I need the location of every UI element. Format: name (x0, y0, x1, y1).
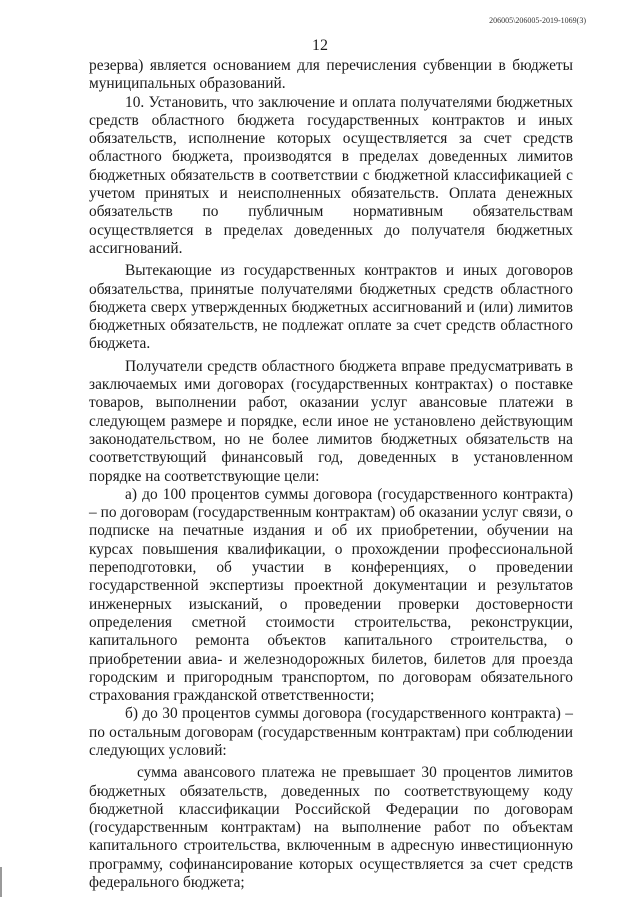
scan-edge-mark (0, 867, 2, 897)
paragraph-subitem-b: б) до 30 процентов суммы договора (государственного контракта) – по остальным договорам (государственным контрактам) при соблюдении следующих условий: (89, 705, 573, 759)
document-code: 206005\206005-2019-1069(3) (489, 16, 586, 25)
paragraph-advance-payments: Получатели средств областного бюджета вправе предусматривать в заключаемых ими договорах (государственных контрактах) о поставке товаров, выполнении работ, оказании услуг авансовые платежи в следующем размере и порядке, если иное не установлено действующим законодательством, но не более лимитов бюджетных обязательств на соответствующий финансовый год, доведенных в установленном порядке на соответствующие цели: (89, 357, 573, 485)
paragraph-advance-condition: сумма авансового платежа не превышает 30 процентов лимитов бюджетных обязательств, доведенных по соответствующему коду бюджетной классификации Российской Федерации по договорам (государственным контрактам) на выполнение работ по объектам капитального строительства, включенным в адресную инвестиционную программу, софинансирование которых осуществляется за счет средств федерального бюджета; (89, 764, 573, 892)
document-body (89, 57, 573, 892)
paragraph-item-10: 10. Установить, что заключение и оплата получателями бюджетных средств областного бюджета государственных контрактов и иных обязательств, исполнение которых осуществляется за счет средств областного бюджета, производятся в пределах доведенных лимитов бюджетных обязательств в соответствии с бюджетной классификацией с учетом принятых и неисполненных обязательств. Оплата денежных обязательств по публичным нормативным обязательствам осуществляется в пределах доведенных до получателя бюджетных ассигнований. (89, 93, 573, 257)
page-number: 12 (312, 37, 328, 54)
paragraph-obligations: Вытекающие из государственных контрактов и иных договоров обязательства, принятые получателями бюджетных средств областного бюджета сверх утвержденных бюджетных ассигнований и (или) лимитов бюджетных обязательств, не подлежат оплате за счет средств областного бюджета. (89, 262, 573, 353)
paragraph-reserve-continuation: резерва) является основанием для перечисления субвенции в бюджеты муниципальных образований. (89, 57, 573, 93)
paragraph-subitem-a: а) до 100 процентов суммы договора (государственного контракта) – по договорам (государственным контрактам) об оказании услуг связи, о подписке на печатные издания и об их приобретении, обучении на курсах повышения квалификации, о прохождении профессиональной переподготовки, об участии в конференциях, о проведении государственной экспертизы проектной документации и результатов инженерных изысканий, о проведении проверки достоверности определения сметной стоимости строительства, реконструкции, капитального ремонта объектов капитального строительства, о приобретении авиа- и железнодорожных билетов, билетов для проезда городским и пригородным транспортом, по договорам обязательного страхования гражданской ответственности; (89, 485, 573, 705)
